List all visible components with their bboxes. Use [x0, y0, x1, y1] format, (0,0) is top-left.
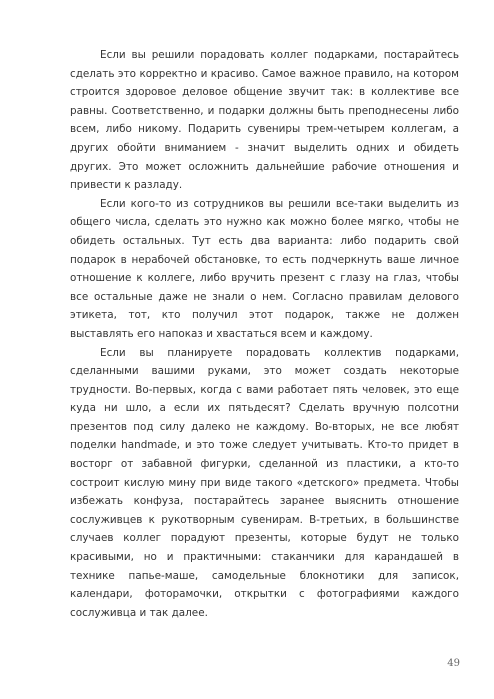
paragraph-2: Если кого-то из сотрудников вы решили все-таки выделить из общего числа, сделать это нужно как можно более мягко, чтобы не обидеть остальных. Тут есть два варианта: либо подарить свой подарок в нерабочей обстановке, то есть подчеркнуть ваше личное отношение к коллеге, либо вручить презент с глазу на глаз, чтобы все остальные даже не знали о нем. Согласно правилам делового этикета, тот, кто получил этот подарок, также не должен выставлять его напоказ и хвастаться всем и каждому.: [70, 197, 459, 340]
paragraph-3: Если вы планируете порадовать коллектив подарками, сделанными вашими руками, это может создать некоторые трудности. Во-первых, когда с вами работает пять человек, это еще куда ни шло, а если их пятьдесят? Сделать вручную полсотни презентов под силу далеко не каждому. Во-вторых, не все любят поделки handmade, и это тоже следует учитывать. Кто-то придет в восторг от забавной фигурки, сделанной из пластики, а кто-то состроит кислую мину при виде такого «детского» предмета. Чтобы избежать конфуза, постарайтесь заранее выяснить отношение сослуживцев к рукотворным сувенирам. В-третьих, в большинстве случаев коллег порадуют презенты, которые будут не только красивыми, но и практичными: стаканчики для карандашей в технике папье-маше, самодельные блокнотики для записок, календари, фоторамочки, открытки с фотографиями каждого сослуживца и так далее.: [70, 346, 459, 619]
page-number: 49: [447, 658, 460, 669]
paragraph-1: Если вы решили порадовать коллег подарками, постарайтесь сделать это корректно и красиво. Самое важное правило, на котором строится здоровое деловое общение звучит так: в коллективе все равны. Соответственно, и подарки должны быть преподнесены либо всем, либо никому. Подарить сувениры трем-четырем коллегам, а других обойти вниманием - значит выделить одних и обидеть других. Это может осложнить дальнейшие рабочие отношения и привести к разладу.: [70, 49, 459, 192]
body-text: [70, 46, 459, 622]
